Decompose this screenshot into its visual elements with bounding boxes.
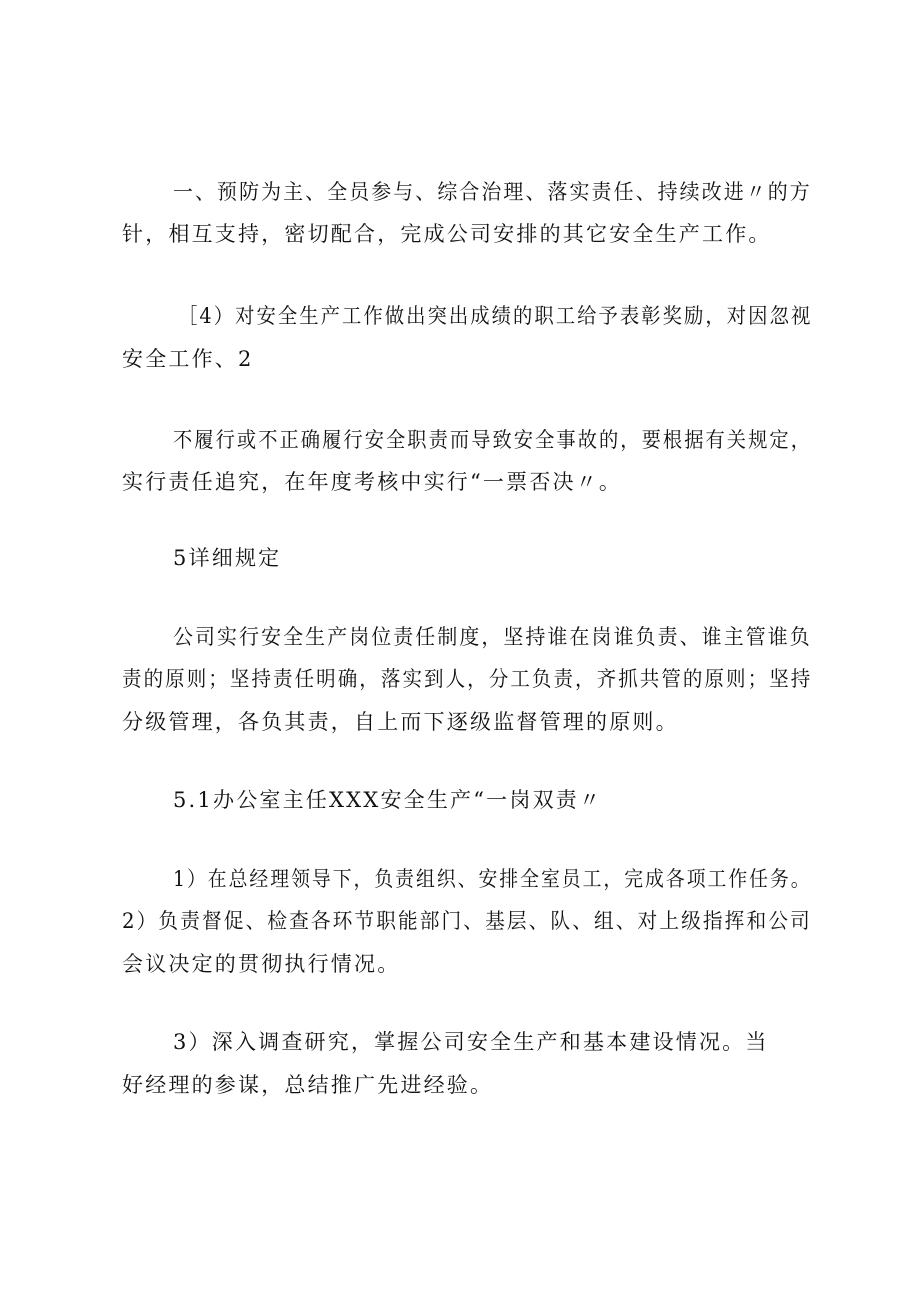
text-line: 针，相互支持，密切配合，完成公司安排的其它安全生产工作。: [122, 222, 772, 246]
text-line: 一、预防为主、全员参与、综合治理、落实责任、持续改进〃的方: [173, 180, 812, 204]
text-line: 好经理的参谋，总结推广先进经验。: [122, 1073, 494, 1097]
text-line: 会议决定的贯彻执行情况。: [122, 952, 401, 976]
text-line: 3）深入调查研究，掌握公司安全生产和基本建设情况。当: [173, 1030, 769, 1054]
text-line: 公司实行安全生产岗位责任制度，坚持谁在岗谁负责、谁主管谁负: [173, 625, 812, 649]
text-line: ［4）对安全生产工作做出突出成绩的职工给予表彰奖励，对因忽视: [178, 304, 813, 328]
text-line: 1）在总经理领导下，负责组织、安排全室员工，完成各项工作任务。: [173, 867, 812, 891]
text-line: 2）负责督促、检查各环节职能部门、基层、队、组、对上级指挥和公司: [122, 909, 812, 933]
text-line: 责的原则；坚持责任明确，落实到人，分工负责，齐抓共管的原则；坚持: [122, 667, 813, 691]
text-line: 分级管理，各负其责，自上而下逐级监督管理的原则。: [122, 710, 679, 734]
section-heading: 5.1办公室主任XXX安全生产“一岗双责〃: [173, 788, 603, 812]
text-line: 安全工作、2: [122, 347, 254, 371]
text-line: 不履行或不正确履行安全职责而导致安全事故的，要根据有关规定，: [173, 428, 812, 452]
text-line: 实行责任追究，在年度考核中实行“一票否决〃。: [122, 470, 623, 494]
section-heading: 5详细规定: [173, 546, 282, 570]
